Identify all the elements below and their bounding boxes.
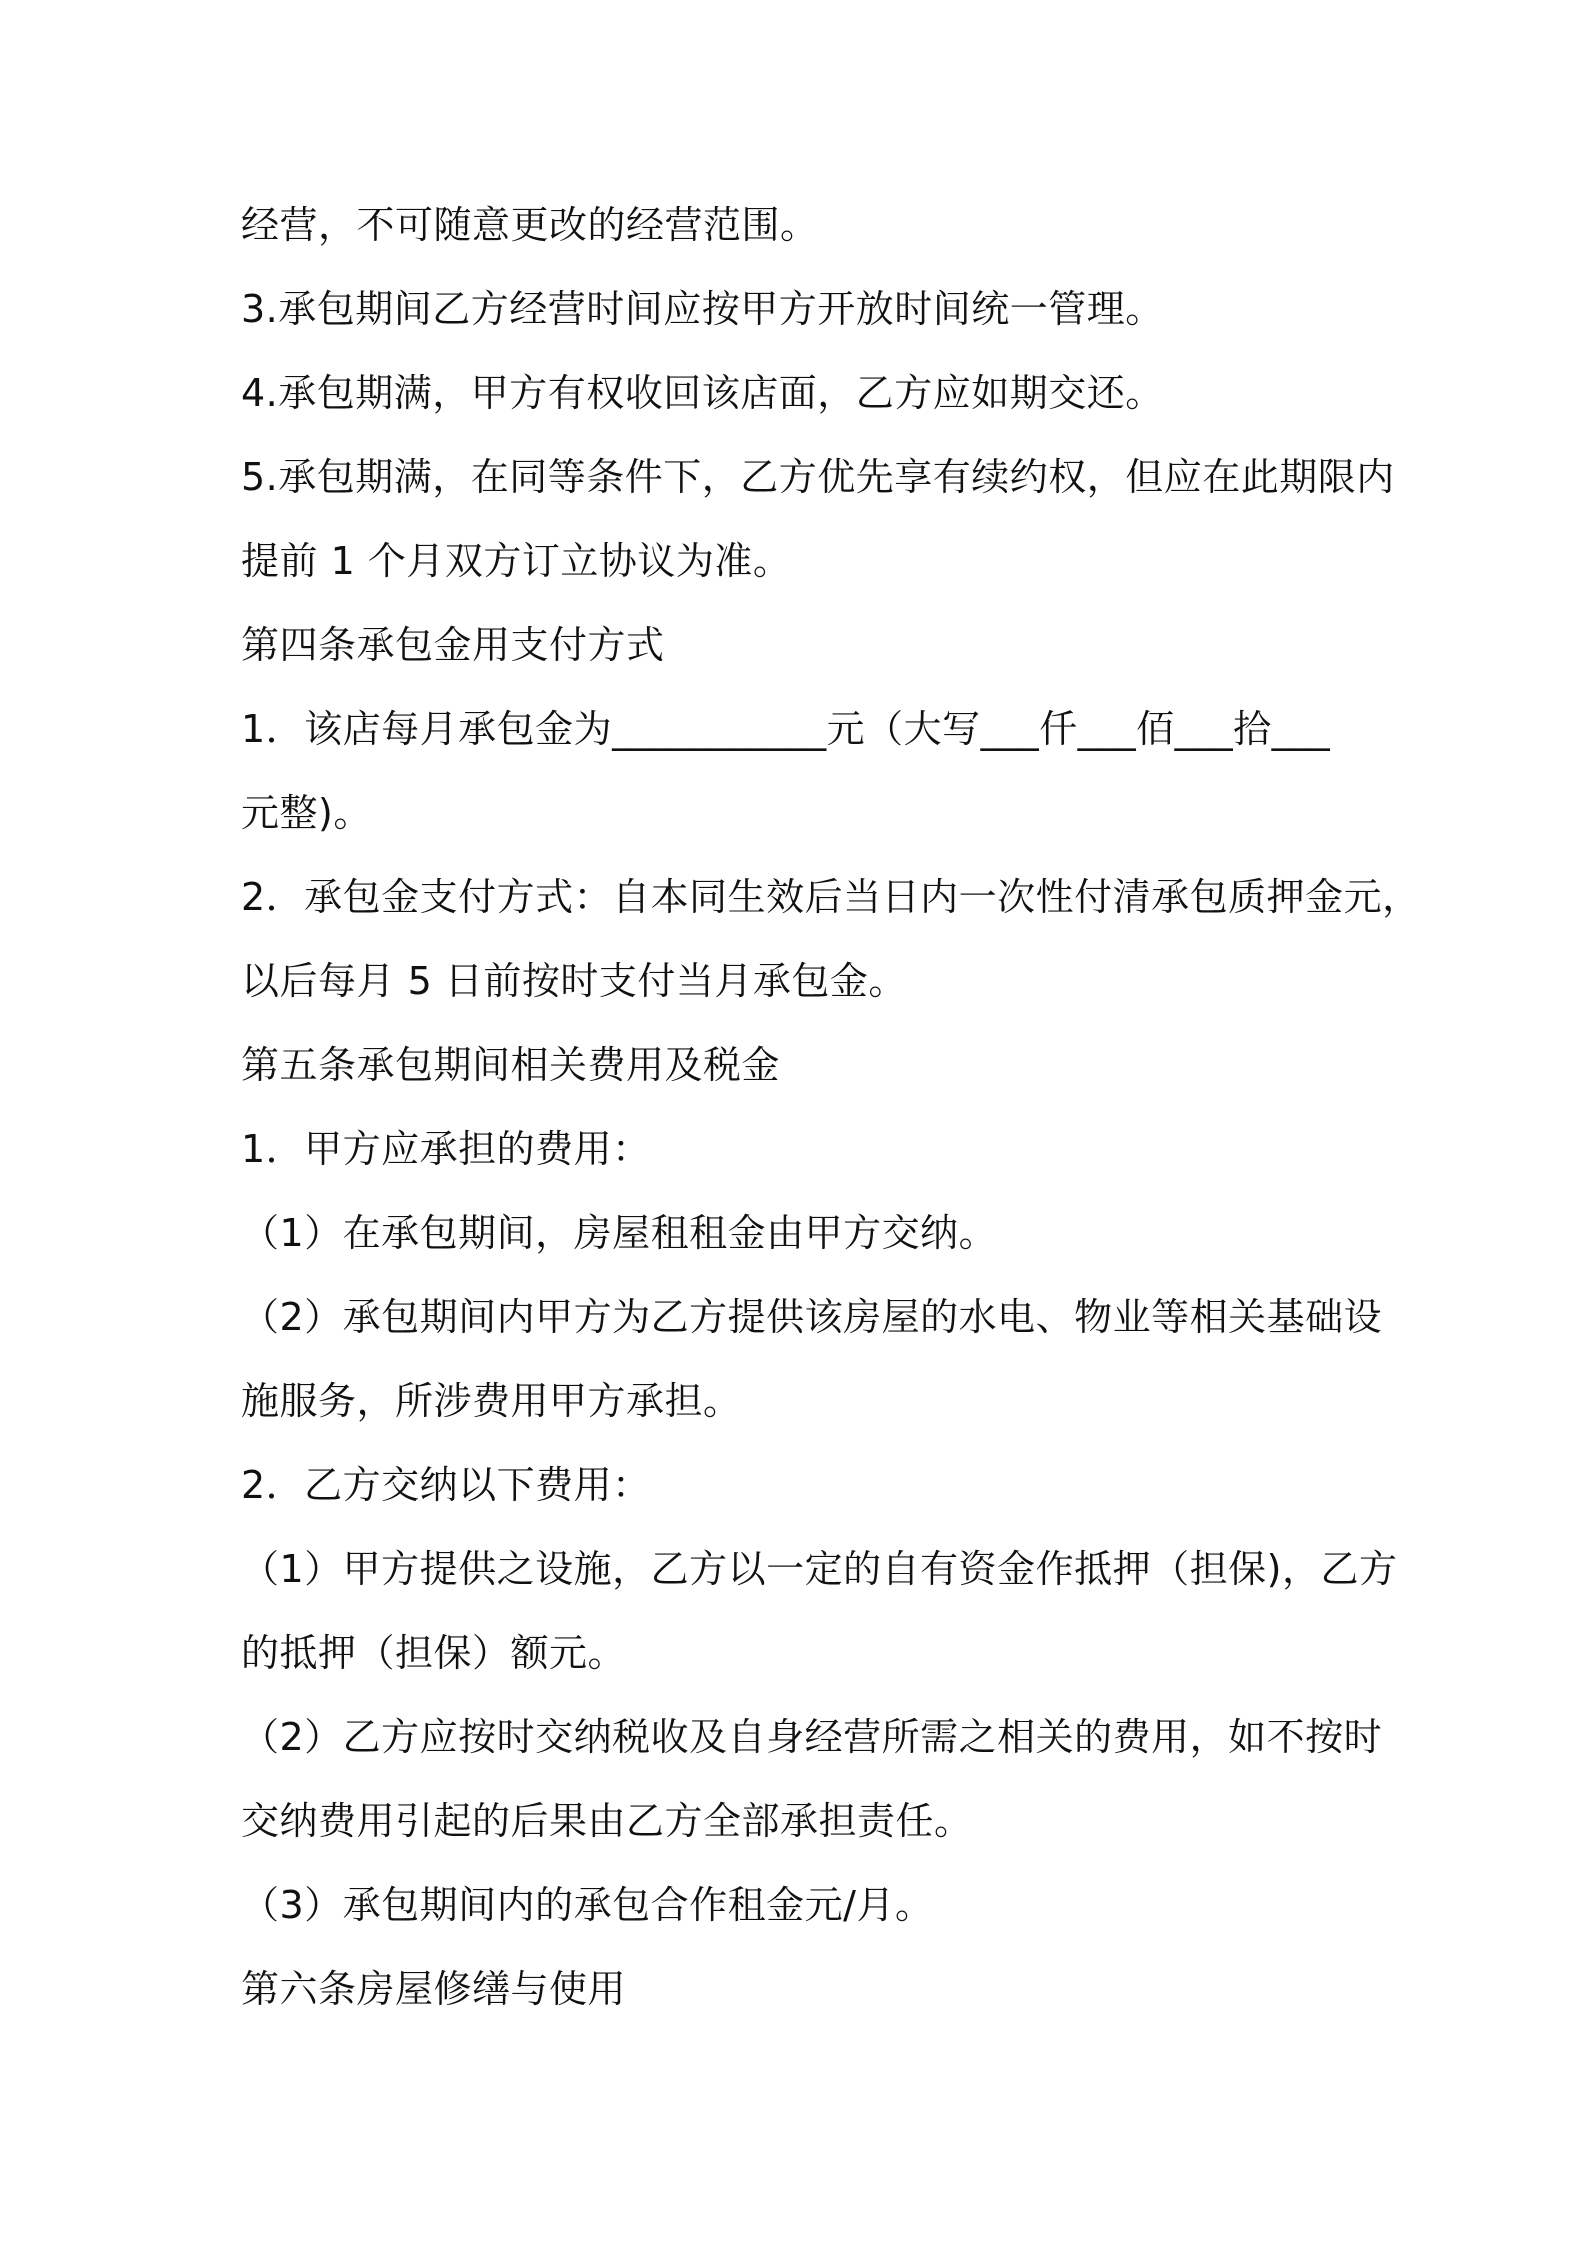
text-line: 施服务，所涉费用甲方承担。 (241, 1379, 742, 1423)
text-line: 提前 1 个月双方订立协议为准。 (241, 539, 792, 583)
text-line: 1．该店每月承包金为___________元（大写___仟___佰___拾___ (241, 707, 1331, 751)
section-heading: 第五条承包期间相关费用及税金 (241, 1043, 781, 1087)
text-line: 2．承包金支付方式：自本同生效后当日内一次性付清承包质押金元， (241, 875, 1421, 919)
section-heading: 第六条房屋修缮与使用 (241, 1967, 627, 2011)
text-line: 3.承包期间乙方经营时间应按甲方开放时间统一管理。 (241, 287, 1164, 331)
text-line: 的抵押（担保）额元。 (241, 1631, 627, 1675)
text-line: 经营，不可随意更改的经营范围。 (241, 203, 819, 247)
text-line: （3）承包期间内的承包合作租金元/月。 (241, 1883, 934, 1927)
section-heading: 第四条承包金用支付方式 (241, 623, 665, 667)
text-line: 交纳费用引起的后果由乙方全部承担责任。 (241, 1799, 973, 1843)
text-line: （1）在承包期间，房屋租租金由甲方交纳。 (241, 1211, 998, 1255)
text-line: 5.承包期满，在同等条件下，乙方优先享有续约权，但应在此期限内 (241, 455, 1395, 499)
text-line: 元整)。 (241, 791, 372, 835)
text-line: 以后每月 5 日前按时支付当月承包金。 (241, 959, 907, 1003)
text-line: （2）乙方应按时交纳税收及自身经营所需之相关的费用，如不按时 (241, 1715, 1383, 1759)
text-line: （1）甲方提供之设施，乙方以一定的自有资金作抵押（担保)，乙方 (241, 1547, 1398, 1591)
text-line: （2）承包期间内甲方为乙方提供该房屋的水电、物业等相关基础设 (241, 1295, 1383, 1339)
text-line: 1．甲方应承担的费用： (241, 1127, 651, 1171)
text-line: 2．乙方交纳以下费用： (241, 1463, 651, 1507)
text-line: 4.承包期满，甲方有权收回该店面，乙方应如期交还。 (241, 371, 1164, 415)
